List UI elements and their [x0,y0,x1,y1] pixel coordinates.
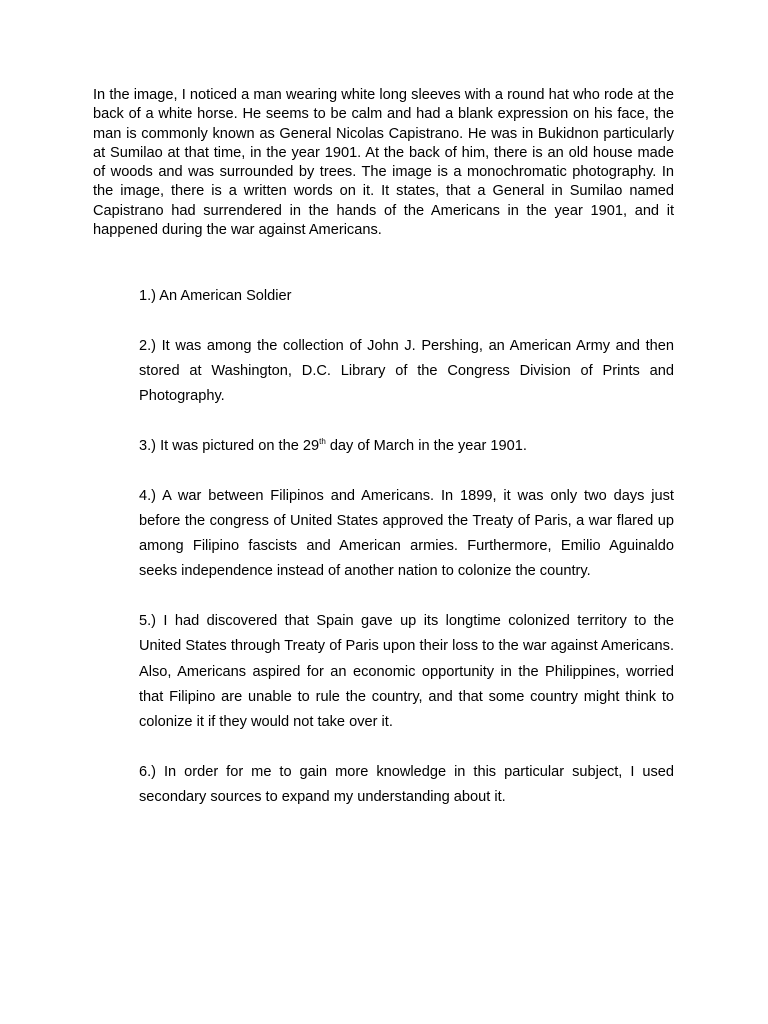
answer-2: 2.) It was among the collection of John J. Pershing, an American Army and then stored at Washington, D.C. Library of the Congress Division of Prints and Photography. [139,337,674,405]
answer-3-text-start: 3.) It was pictured on the 29 [139,438,320,454]
intro-paragraph: In the image, I noticed a man wearing white long sleeves with a round hat who rode at the back of a white horse. He seems to be calm and had a blank expression on his face, the man is commonly known as General Nicolas Capistrano. He was in Bukidnon particularly at Sumilao at that time, in the year 1901. At the back of him, there is an old house made of woods and was surrounded by trees. The image is a monochromatic photography. In the image, there is a written words on it. It states, that a General in Sumilao named Capistrano had surrendered in the hands of the Americans in the year 1901, and it happened during the war against Americans. [93,87,674,239]
answer-3 [139,434,674,459]
answer-1: 1.) An American Soldier [139,288,292,304]
answer-5: 5.) I had discovered that Spain gave up its longtime colonized territory to the United States through Treaty of Paris upon their loss to the war against Americans. Also, Americans aspired for an economic opportunity in the Philippines, worried that Filipino are unable to rule the country, and that some country might think to colonize it if they would not take over it. [139,613,674,731]
answer-4: 4.) A war between Filipinos and Americans. In 1899, it was only two days just before the congress of United States approved the Treaty of Paris, a war flared up among Filipino fascists and American armies. Furthermore, Emilio Aguinaldo seeks independence instead of another nation to colonize the country. [139,487,674,580]
answer-list [139,284,674,835]
ordinal-suffix: th [319,437,326,446]
answer-6: 6.) In order for me to gain more knowledge in this particular subject, I used secondary sources to expand my understanding about it. [139,763,674,806]
answer-3-text-end: day of March in the year 1901. [325,438,527,454]
